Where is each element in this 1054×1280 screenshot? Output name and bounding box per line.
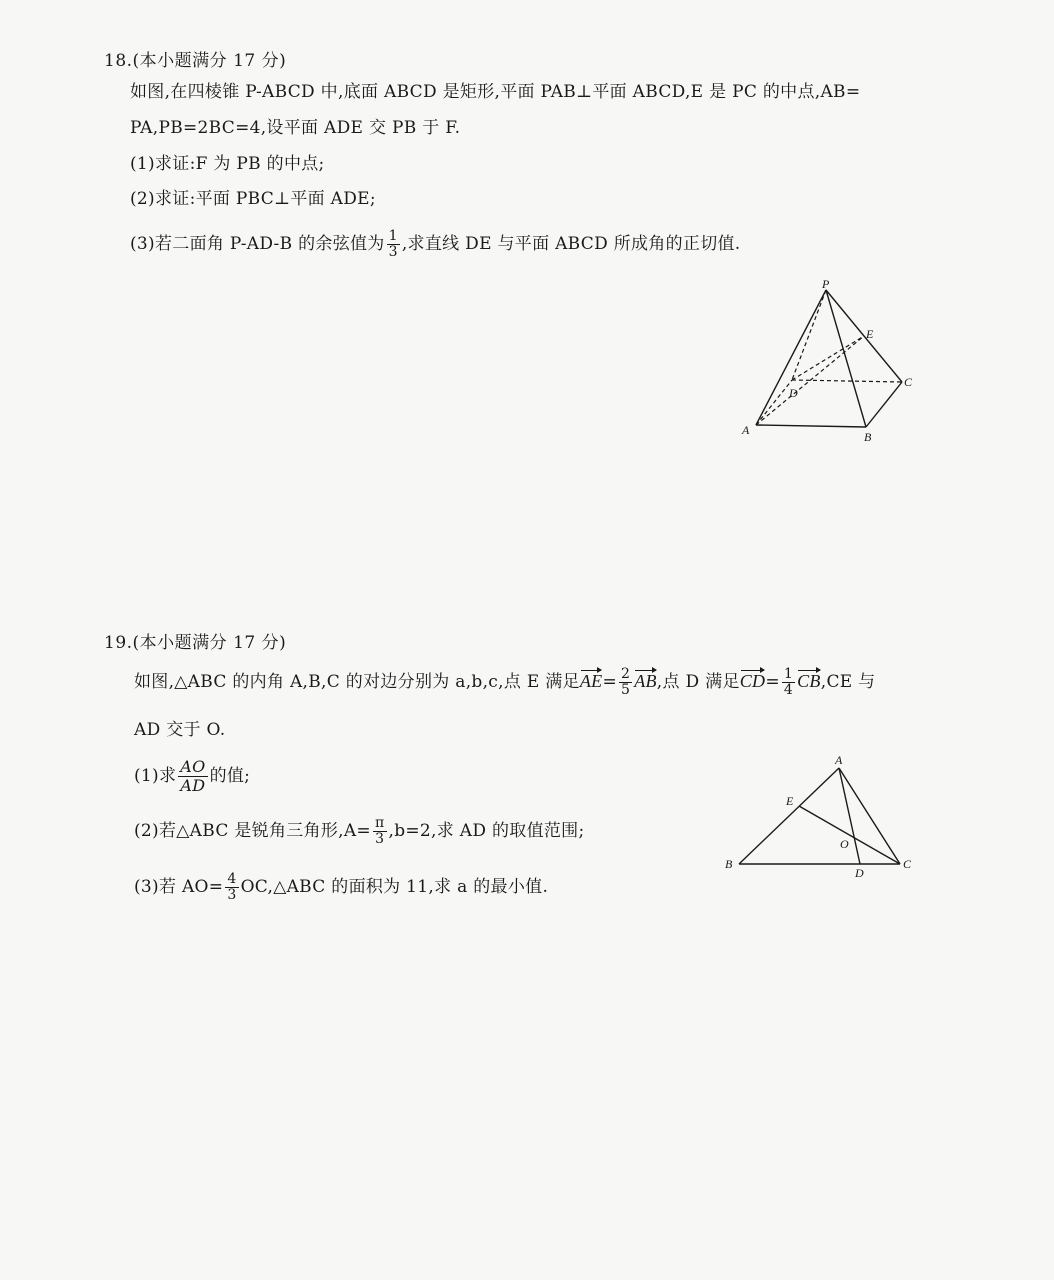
q19-part1-text-a: (1)求 (134, 766, 177, 786)
q19-intro-text-a: 如图,△ABC 的内角 A,B,C 的对边分别为 a,b,c,点 E 满足 (134, 672, 580, 692)
q19-equals-1: = (602, 672, 617, 692)
vector-AB: AB (634, 671, 657, 691)
vector-CB: CB (797, 671, 821, 691)
q19-intro-line2: AD 交于 O. (134, 720, 226, 740)
q19-part3-text-a: (3)若 AO= (134, 877, 224, 897)
label-C: C (903, 857, 912, 871)
q19-part2-fraction (373, 816, 387, 847)
q19-part1-fraction (178, 758, 207, 795)
q18-part2: (2)求证:平面 PBC⊥平面 ADE; (130, 189, 376, 209)
q19-part2 (134, 816, 585, 847)
q19-triangle-figure (715, 745, 920, 885)
label-A: A (742, 423, 750, 437)
label-A: A (835, 753, 843, 767)
edge-DC-hidden (792, 380, 902, 382)
q19-part3-text-b: OC,△ABC 的面积为 11,求 a 的最小值. (240, 877, 549, 897)
q19-part2-text-b: ,b=2,求 AD 的取值范围; (388, 821, 585, 841)
label-C: C (904, 375, 913, 389)
label-P: P (822, 277, 830, 291)
q19-equals-2: = (765, 672, 780, 692)
q19-fraction-1-4 (782, 667, 795, 698)
q18-part1: (1)求证:F 为 PB 的中点; (130, 154, 325, 174)
q18-part3-fraction (387, 229, 400, 260)
edge-BC (866, 382, 902, 427)
q19-part2-denominator: 3 (375, 831, 385, 847)
label-B: B (725, 857, 733, 871)
label-E: E (786, 794, 794, 808)
q18-intro-line2: PA,PB=2BC=4,设平面 ADE 交 PB 于 F. (130, 118, 461, 138)
q19-part1-denominator: AD (180, 776, 206, 795)
q19-part3-denominator: 3 (227, 887, 237, 903)
q19-fraction2-numerator: 1 (783, 666, 794, 682)
q19-fraction2-denominator: 4 (783, 682, 794, 698)
q19-intro-text-b: ,点 D 满足 (656, 672, 740, 692)
q19-intro-text-c: ,CE 与 (820, 672, 876, 692)
q19-part1-numerator: AO (180, 757, 206, 776)
edge-PD-hidden (792, 290, 826, 380)
q18-part3-text-a: (3)若二面角 P-AD-B 的余弦值为 (130, 234, 385, 254)
label-D: D (855, 866, 864, 880)
q19-part3 (134, 872, 548, 903)
q19-fraction1-denominator: 5 (620, 682, 631, 698)
segment-DE-hidden (792, 336, 864, 380)
q19-intro-line1 (134, 667, 875, 698)
segment-AE-hidden (756, 336, 864, 425)
q18-part3-numerator: 1 (388, 228, 398, 244)
q19-part3-numerator: 4 (227, 871, 237, 887)
label-O: O (840, 837, 849, 851)
side-AB (739, 768, 839, 864)
q18-header: 18.(本小题满分 17 分) (104, 51, 287, 71)
q19-part2-text-a: (2)若△ABC 是锐角三角形,A= (134, 821, 371, 841)
vector-AE: AE (579, 671, 603, 691)
q18-part3 (130, 229, 741, 260)
q19-part2-numerator: π (374, 815, 385, 831)
q19-fraction1-numerator: 2 (620, 666, 631, 682)
q18-pyramid-figure (730, 272, 930, 452)
q19-part1-text-b: 的值; (209, 766, 251, 786)
q18-part3-text-b: ,求直线 DE 与平面 ABCD 所成角的正切值. (401, 234, 741, 254)
label-B: B (864, 430, 872, 444)
q18-intro-line1: 如图,在四棱锥 P-ABCD 中,底面 ABCD 是矩形,平面 PAB⊥平面 ABCD,E 是 PC 的中点,AB= (130, 82, 861, 102)
q19-part1 (134, 758, 250, 795)
edge-PB (826, 290, 866, 427)
q19-part3-fraction (225, 872, 238, 903)
vector-CD: CD (739, 671, 766, 691)
edge-AB (756, 425, 866, 427)
label-E: E (866, 327, 874, 341)
label-D: D (789, 386, 798, 400)
edge-AD-hidden (756, 380, 792, 425)
q18-part3-denominator: 3 (388, 244, 398, 260)
q19-fraction-2-5 (619, 667, 632, 698)
q19-header: 19.(本小题满分 17 分) (104, 633, 287, 653)
edge-PA (756, 290, 826, 425)
